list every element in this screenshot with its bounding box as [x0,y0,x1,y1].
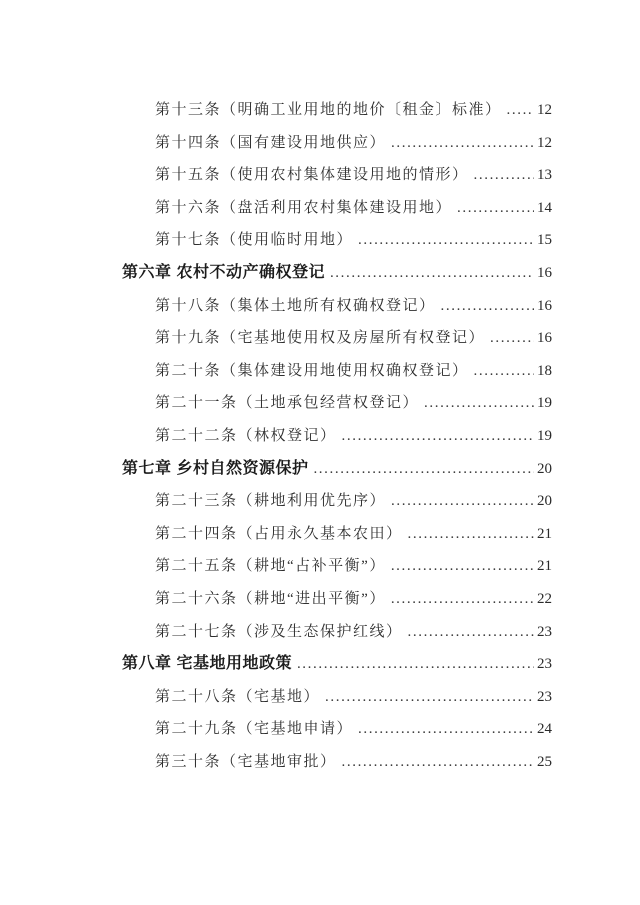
toc-entry-label: 第二十八条（宅基地） [155,688,321,705]
dot-leader [408,518,534,551]
toc-page-number: 16 [537,330,552,347]
dot-leader [441,290,534,323]
toc-entry-label: 第二十三条（耕地利用优先序） [155,493,387,510]
toc-entry-row [122,159,552,192]
toc-page-number: 20 [537,460,552,477]
dot-leader [507,94,534,127]
dot-leader [391,550,534,583]
dot-leader [313,453,534,486]
toc-entry-label: 第十五条（使用农村集体建设用地的情形） [155,167,469,184]
dot-leader [457,192,534,225]
toc-page-number: 20 [537,493,552,510]
table-of-contents [122,94,552,778]
toc-entry-label: 第二十五条（耕地“占补平衡”） [155,558,386,575]
toc-page-number: 23 [537,688,552,705]
toc-entry-label: 第十七条（使用临时用地） [155,232,354,249]
dot-leader [408,616,534,649]
dot-leader [358,713,534,746]
toc-entry-row [122,290,552,323]
toc-entry-label: 第二十六条（耕地“进出平衡”） [155,590,386,607]
toc-entry-row [122,127,552,160]
toc-entry-label: 第二十九条（宅基地申请） [155,721,354,738]
toc-entry-label: 第十九条（宅基地使用权及房屋所有权登记） [155,330,486,347]
toc-page-number: 16 [537,297,552,314]
toc-entry-label: 第二十条（集体建设用地使用权确权登记） [155,362,469,379]
dot-leader [330,257,534,290]
toc-entry-row [122,713,552,746]
dot-leader [391,127,534,160]
toc-page-number: 18 [537,362,552,379]
toc-page-number: 19 [537,395,552,412]
dot-leader [325,681,534,714]
toc-entry-row [122,583,552,616]
toc-page-number: 14 [537,199,552,216]
toc-entry-label: 第十四条（国有建设用地供应） [155,134,387,151]
toc-entry-label: 第十八条（集体土地所有权确权登记） [155,297,436,314]
toc-entry-label: 第十三条（明确工业用地的地价〔租金〕标准） [155,102,502,118]
toc-entry-row [122,616,552,649]
toc-page-number: 23 [537,623,552,640]
toc-page-number: 22 [537,590,552,607]
dot-leader [391,583,534,616]
toc-page-number: 25 [537,753,552,770]
toc-entry-row [122,322,552,355]
toc-page-number: 24 [537,721,552,738]
toc-entry-label: 第十六条（盘活利用农村集体建设用地） [155,199,453,216]
toc-entry-label: 第二十一条（土地承包经营权登记） [155,395,420,412]
dot-leader [474,355,534,388]
toc-page-number: 16 [537,264,552,281]
dot-leader [297,648,534,681]
toc-entry-label: 第二十七条（涉及生态保护红线） [155,623,403,640]
toc-entry-row [122,746,552,779]
toc-page-number: 12 [537,102,552,118]
toc-entry-label: 第二十二条（林权登记） [155,427,337,444]
toc-entry-row [122,387,552,420]
dot-leader [490,322,534,355]
toc-page-number: 12 [537,134,552,151]
toc-chapter-row [122,257,552,290]
toc-entry-label: 第三十条（宅基地审批） [155,753,337,770]
dot-leader [358,224,534,257]
toc-page-number: 21 [537,525,552,542]
toc-chapter-label: 第七章 乡村自然资源保护 [122,459,309,477]
toc-entry-row [122,355,552,388]
toc-page-number: 23 [537,656,552,673]
dot-leader [424,387,534,420]
toc-page-number: 13 [537,167,552,184]
toc-chapter-label: 第八章 宅基地用地政策 [122,655,292,673]
toc-chapter-row [122,453,552,486]
toc-entry-row [122,420,552,453]
toc-entry-row [122,485,552,518]
toc-entry-row [122,224,552,257]
toc-chapter-label: 第六章 农村不动产确权登记 [122,263,325,281]
toc-page-number: 19 [537,427,552,444]
dot-leader [342,746,534,779]
toc-entry-row [122,681,552,714]
toc-entry-row [122,94,552,127]
toc-page-number: 21 [537,558,552,575]
dot-leader [342,420,534,453]
toc-entry-label: 第二十四条（占用永久基本农田） [155,525,403,542]
toc-entry-row [122,192,552,225]
toc-entry-row [122,518,552,551]
dot-leader [474,159,534,192]
toc-page-number: 15 [537,232,552,249]
toc-entry-row [122,550,552,583]
dot-leader [391,485,534,518]
toc-chapter-row [122,648,552,681]
